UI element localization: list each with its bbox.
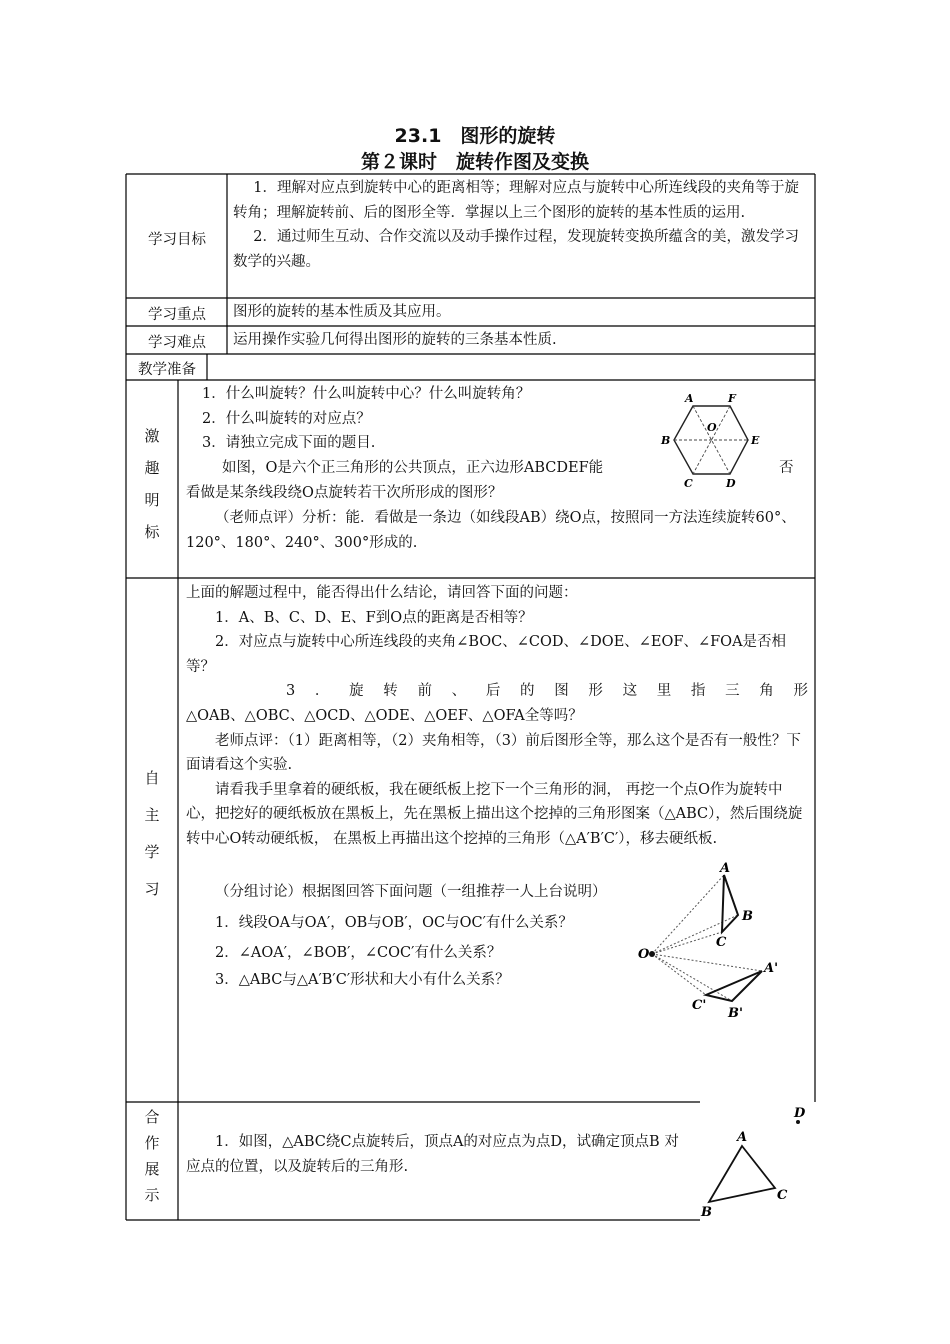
interest-q1: 1．什么叫旋转？什么叫旋转中心？什么叫旋转角？ — [202, 386, 531, 402]
rotation-center-dot — [649, 951, 655, 957]
rotation-figure — [636, 855, 786, 1025]
interest-q2: 2．什么叫旋转的对应点？ — [202, 410, 371, 427]
hex-label-c: C — [684, 477, 693, 490]
difficulty-label: 学习难点 — [148, 335, 206, 351]
difficulty-text: 运用操作实验几何得出图形的旋转的三条基本性质. — [233, 332, 557, 348]
interest-comment: （老师点评）分析：能．看做是一条边（如线段AB）绕O点，按照同一方法连续旋转60°、120°、180°、240°、300°形成的. — [186, 510, 796, 551]
page-title: 23.1 图形的旋转 — [394, 125, 556, 147]
rot-label-b-prime: B' — [728, 1006, 743, 1021]
selfstudy-comment: 老师点评：（1）距离相等，（2）夹角相等，（3）前后图形全等，那么这个是否有一般性？下面请看这个实验. — [186, 732, 801, 774]
rot-label-b: B — [742, 909, 753, 924]
goals-item-2: 2．通过师生互动、合作交流以及动手操作过程，发现旋转变换所蕴含的美，激发学习数学的兴趣。 — [233, 229, 800, 270]
hex-label-o: O — [707, 421, 717, 434]
selfstudy-discuss: （分组讨论）根据图回答下面问题（一组推荐一人上台说明） — [215, 884, 607, 900]
hex-label-f: F — [728, 392, 736, 405]
selfstudy-q2: 2．对应点与旋转中心所连线段的夹角∠BOC、∠COD、∠DOE、∠EOF、∠FOA是否相等？ — [186, 634, 787, 675]
selfstudy-q3a: 3．旋转前、后的图形这里指三角形 — [286, 683, 808, 700]
selfstudy-intro: 上面的解题过程中，能否得出什么结论，请回答下面的问题： — [186, 585, 578, 601]
rot-label-c-prime: C' — [692, 998, 707, 1013]
interest-q4b: 否 — [779, 460, 794, 476]
prep-label: 教学准备 — [138, 362, 196, 378]
tri-label-a: A — [737, 1130, 748, 1145]
goals-item-1: 1．理解对应点到旋转中心的距离相等；理解对应点与旋转中心所连线段的夹角等于旋转角；理解旋转前、后的图形全等．掌握以上三个图形的旋转的基本性质的运用. — [233, 180, 800, 221]
selfstudy-q1: 1．A、B、C、D、E、F到O点的距离是否相等？ — [215, 609, 533, 626]
interest-q3: 3．请独立完成下面的题目. — [202, 435, 376, 452]
hex-label-a: A — [685, 392, 694, 405]
selfstudy-d2: 2．∠AOA′，∠BOB′，∠COC′有什么关系？ — [215, 945, 502, 962]
rot-label-a-prime: A' — [764, 961, 779, 976]
interest-q4a: 如图，O是六个正三角形的公共顶点，正六边形ABCDEF能 — [222, 460, 604, 476]
triangle-figure — [695, 1100, 815, 1222]
rot-label-o: O — [638, 947, 650, 962]
focus-label: 学习重点 — [148, 307, 206, 323]
rot-label-a: A — [720, 861, 731, 876]
selfstudy-content — [186, 581, 808, 852]
tri-label-d: D — [794, 1106, 806, 1121]
hex-label-e: E — [751, 434, 760, 447]
hex-label-d: D — [726, 477, 736, 490]
interest-label: 激 趣 明 标 — [144, 427, 160, 541]
goals-label: 学习目标 — [148, 232, 206, 248]
goals-content — [233, 176, 809, 274]
coop-content — [186, 1130, 691, 1179]
interest-q4c: 看做是某条线段绕O点旋转若干次所形成的图形？ — [186, 485, 503, 501]
tri-label-c: C — [777, 1188, 788, 1203]
selfstudy-d1: 1．线段OA与OA′，OB与OB′，OC与OC′有什么关系？ — [215, 914, 573, 931]
focus-text: 图形的旋转的基本性质及其应用。 — [233, 304, 451, 320]
selfstudy-experiment: 请看我手里拿着的硬纸板，我在硬纸板上挖下一个三角形的洞， 再挖一个点O作为旋转中心，把挖好的硬纸板放在黑板上，先在黑板上描出这个挖掉的三角形图案（△ABC），然后围绕旋转中心O转动硬纸板， 在黑板上再描出这个挖掉的三角形（△A′B′C′），移去硬纸板. — [186, 781, 803, 847]
coop-text: 1．如图，△ABC绕C点旋转后，顶点A的对应点为点D，试确定顶点B 对应点的位置，以及旋转后的三角形. — [186, 1134, 679, 1175]
selfstudy-q3b: △OAB、△OBC、△OCD、△ODE、△OEF、△OFA全等吗？ — [186, 707, 583, 724]
selfstudy-discussion — [186, 880, 628, 992]
rot-label-c: C — [716, 935, 727, 950]
coop-label: 合 作 展 示 — [144, 1108, 160, 1204]
selfstudy-d3: 3．△ABC与△A′B′C′形状和大小有什么关系？ — [215, 971, 510, 988]
hex-label-b: B — [661, 434, 671, 447]
interest-questions — [202, 382, 662, 456]
tri-label-b: B — [701, 1205, 712, 1220]
selfstudy-label: 自 主 学 习 — [144, 769, 160, 898]
hexagon-figure — [658, 390, 773, 490]
page-subtitle: 第２课时 旋转作图及变换 — [360, 151, 589, 173]
